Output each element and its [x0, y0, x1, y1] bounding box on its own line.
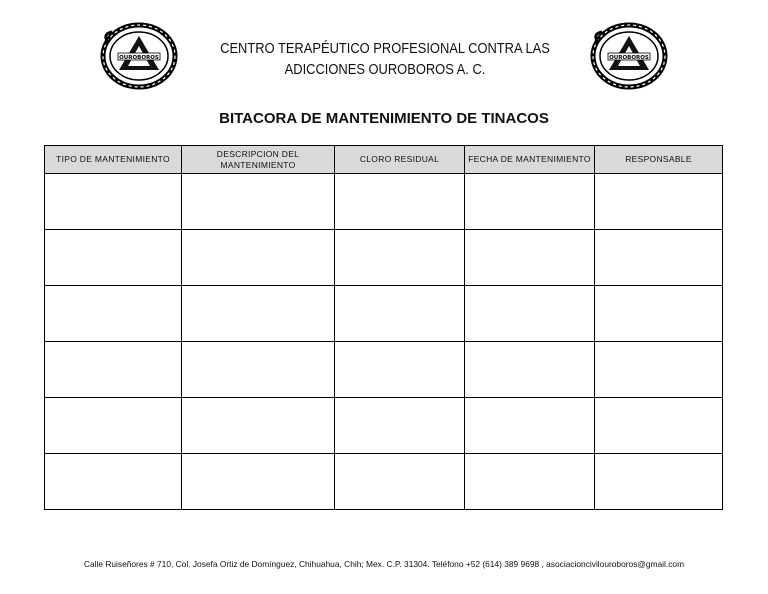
table-cell[interactable] — [182, 286, 335, 342]
table-cell[interactable] — [182, 342, 335, 398]
table-cell[interactable] — [465, 342, 595, 398]
svg-text:OUROBOROS: OUROBOROS — [609, 55, 649, 61]
table-row — [45, 342, 723, 398]
table-cell[interactable] — [335, 454, 465, 510]
table-cell[interactable] — [335, 342, 465, 398]
ouroboros-logo-left — [100, 22, 178, 90]
table-cell[interactable] — [595, 454, 723, 510]
table-cell[interactable] — [45, 398, 182, 454]
column-header-responsible: RESPONSABLE — [595, 146, 723, 174]
table-cell[interactable] — [595, 174, 723, 230]
table-cell[interactable] — [182, 398, 335, 454]
table-cell[interactable] — [465, 398, 595, 454]
svg-text:OUROBOROS: OUROBOROS — [119, 55, 159, 61]
table-cell[interactable] — [45, 230, 182, 286]
table-cell[interactable] — [45, 174, 182, 230]
table-row — [45, 454, 723, 510]
table-cell[interactable] — [182, 230, 335, 286]
table-row — [45, 398, 723, 454]
org-name-line-1: CENTRO TERAPÉUTICO PROFESIONAL CONTRA LAS — [220, 40, 550, 57]
table-cell[interactable] — [45, 286, 182, 342]
table-cell[interactable] — [182, 174, 335, 230]
table-cell[interactable] — [335, 286, 465, 342]
column-header-residual-chlorine: CLORO RESIDUAL — [335, 146, 465, 174]
table-cell[interactable] — [595, 398, 723, 454]
column-header-maintenance-type: TIPO DE MANTENIMIENTO — [45, 146, 182, 174]
table-header-row — [45, 146, 723, 174]
column-header-description: DESCRIPCION DEL MANTENIMIENTO — [182, 146, 335, 174]
table-cell[interactable] — [465, 230, 595, 286]
table-cell[interactable] — [595, 286, 723, 342]
document-title: BITACORA DE MANTENIMIENTO DE TINACOS — [219, 110, 549, 127]
table-cell[interactable] — [465, 454, 595, 510]
table-cell[interactable] — [335, 230, 465, 286]
table-cell[interactable] — [595, 342, 723, 398]
ouroboros-logo-right — [590, 22, 668, 90]
column-header-maintenance-date: FECHA DE MANTENIMIENTO — [465, 146, 595, 174]
organization-name — [200, 38, 570, 80]
table-row — [45, 230, 723, 286]
footer-address: Calle Ruiseñores # 710, Col. Josefa Ortiz de Domínguez, Chihuahua, Chih; Mex. C.P. 31304. Teléfono +52 (614) 389 9698 , asociacioncivilouroboros@gmail.com — [83, 559, 685, 569]
table-cell[interactable] — [45, 454, 182, 510]
table-cell[interactable] — [465, 174, 595, 230]
table-cell[interactable] — [465, 286, 595, 342]
org-name-line-2: ADICCIONES OUROBOROS A. C. — [284, 61, 486, 78]
table-cell[interactable] — [335, 174, 465, 230]
table-cell[interactable] — [182, 454, 335, 510]
maintenance-log-table — [44, 145, 723, 510]
table-cell[interactable] — [45, 342, 182, 398]
table-cell[interactable] — [335, 398, 465, 454]
table-cell[interactable] — [595, 230, 723, 286]
table-row — [45, 286, 723, 342]
table-row — [45, 174, 723, 230]
